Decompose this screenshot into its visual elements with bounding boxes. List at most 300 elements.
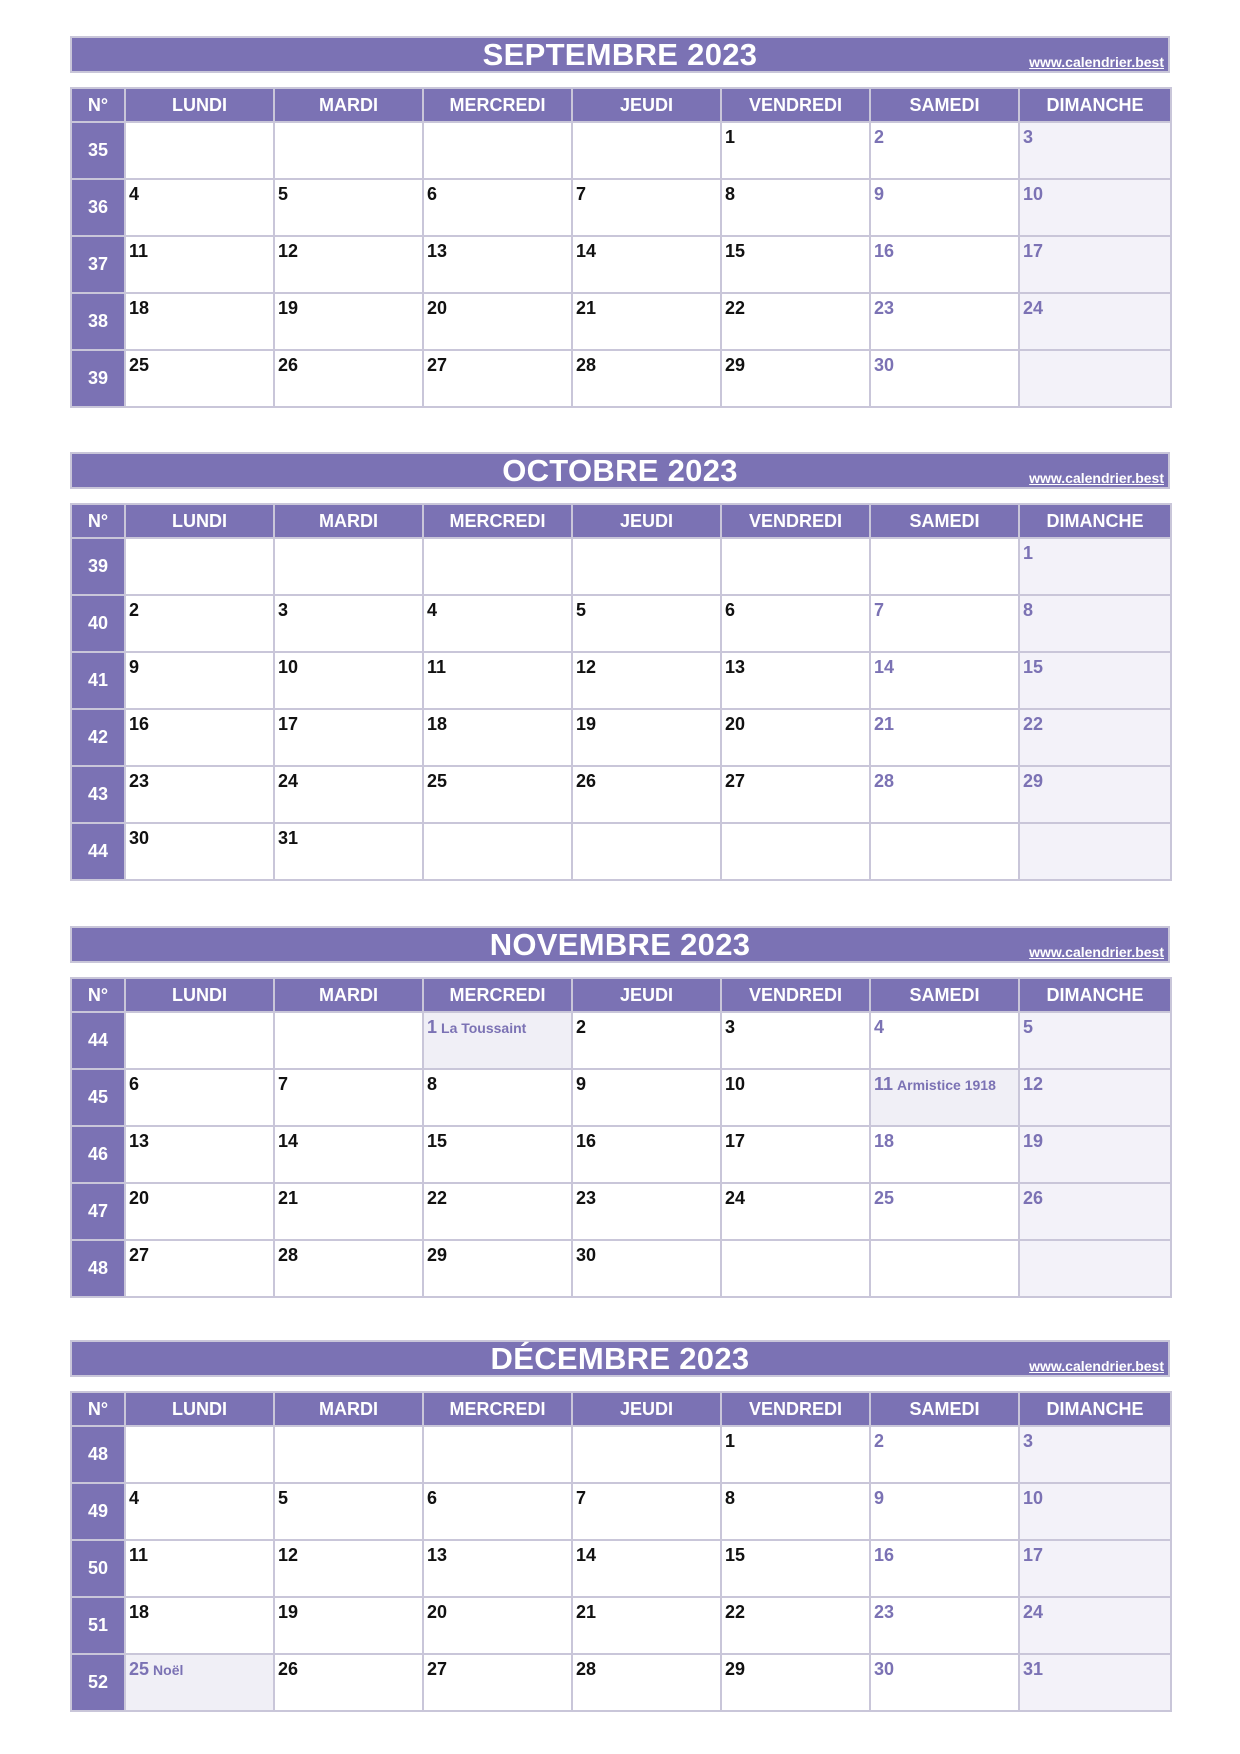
day-number: 21 [874,714,895,734]
day-cell[interactable] [572,1183,721,1240]
week-number-header: N° [71,1392,125,1426]
day-number: 15 [725,241,746,261]
day-number: 12 [278,241,299,261]
day-number: 14 [576,1545,597,1565]
day-cell[interactable] [125,1483,274,1540]
day-cell[interactable] [423,766,572,823]
day-cell[interactable] [1019,1012,1171,1069]
day-cell[interactable] [721,179,870,236]
week-row [71,1654,1171,1711]
day-cell[interactable] [125,293,274,350]
day-number: 15 [427,1131,448,1151]
day-number: 25 [427,771,448,791]
day-cell[interactable] [721,1483,870,1540]
empty-day-cell [423,538,572,595]
day-number: 18 [874,1131,895,1151]
week-number: 36 [71,179,125,236]
empty-day-cell [125,122,274,179]
day-number: 10 [278,657,299,677]
day-cell[interactable] [870,1597,1019,1654]
day-cell[interactable] [423,179,572,236]
month-calendar-table [70,977,1172,1298]
month-block [70,1340,1170,1712]
month-block [70,452,1170,881]
day-cell[interactable] [572,1483,721,1540]
day-cell[interactable] [870,1012,1019,1069]
month-block [70,926,1170,1298]
day-number: 2 [129,600,140,620]
weekday-header: JEUDI [572,88,721,122]
day-cell[interactable] [274,595,423,652]
day-number: 6 [427,184,438,204]
week-row [71,709,1171,766]
day-number: 3 [725,1017,736,1037]
weekday-header: MARDI [274,978,423,1012]
day-number: 3 [1023,127,1034,147]
day-cell[interactable] [1019,1540,1171,1597]
day-number: 16 [874,1545,895,1565]
day-cell[interactable] [274,823,423,880]
day-number: 23 [874,1602,895,1622]
day-cell[interactable] [125,1240,274,1297]
day-number: 2 [874,127,885,147]
day-cell[interactable] [274,1540,423,1597]
day-cell[interactable] [423,652,572,709]
day-cell[interactable] [1019,1126,1171,1183]
day-number: 2 [874,1431,885,1451]
day-cell[interactable] [423,1483,572,1540]
day-cell[interactable] [274,652,423,709]
month-block [70,36,1170,408]
day-cell[interactable] [423,1597,572,1654]
empty-day-cell [721,538,870,595]
day-number: 17 [1023,1545,1044,1565]
day-cell[interactable] [721,1183,870,1240]
week-number: 40 [71,595,125,652]
day-cell[interactable] [125,766,274,823]
day-cell[interactable] [721,293,870,350]
weekday-header: VENDREDI [721,1392,870,1426]
day-number: 5 [278,184,289,204]
week-number: 41 [71,652,125,709]
day-number: 11 Armistice 1918 [874,1074,996,1094]
weekday-header: MERCREDI [423,88,572,122]
week-row [71,122,1171,179]
day-cell[interactable] [1019,709,1171,766]
day-cell[interactable] [274,293,423,350]
weekday-header: LUNDI [125,1392,274,1426]
day-cell[interactable] [572,1240,721,1297]
weekday-header: VENDREDI [721,504,870,538]
day-number: 3 [1023,1431,1034,1451]
empty-day-cell [125,1012,274,1069]
day-number: 25 Noël [129,1659,184,1679]
weekday-header: DIMANCHE [1019,88,1171,122]
day-cell[interactable] [572,293,721,350]
week-number: 51 [71,1597,125,1654]
week-number: 49 [71,1483,125,1540]
empty-day-cell [125,538,274,595]
day-cell[interactable] [721,709,870,766]
empty-day-cell [1019,350,1171,407]
day-number: 7 [278,1074,289,1094]
website-link[interactable]: www.calendrier.best [1029,944,1164,960]
day-number: 29 [725,355,746,375]
day-cell[interactable] [1019,1483,1171,1540]
day-number: 9 [874,184,885,204]
day-number: 11 [129,1545,149,1565]
day-cell[interactable] [274,709,423,766]
month-title: DÉCEMBRE 2023 [490,1341,750,1376]
day-number: 31 [1023,1659,1044,1679]
day-cell[interactable] [721,1126,870,1183]
day-cell[interactable] [125,1069,274,1126]
day-number: 17 [278,714,299,734]
day-cell[interactable] [125,1126,274,1183]
day-cell[interactable] [423,1183,572,1240]
day-number: 26 [278,1659,299,1679]
weekday-header: JEUDI [572,978,721,1012]
day-number: 19 [1023,1131,1044,1151]
day-number: 30 [874,1659,895,1679]
day-number: 4 [129,1488,140,1508]
day-cell[interactable] [572,652,721,709]
week-number: 44 [71,1012,125,1069]
week-row [71,1183,1171,1240]
day-cell[interactable] [572,1597,721,1654]
day-cell[interactable] [572,1012,721,1069]
day-cell[interactable] [125,1597,274,1654]
weekday-header: LUNDI [125,978,274,1012]
day-number: 29 [427,1245,448,1265]
day-cell[interactable] [125,1540,274,1597]
week-row [71,1240,1171,1297]
day-cell[interactable] [423,1240,572,1297]
day-number: 19 [278,298,299,318]
day-cell[interactable] [125,1654,274,1711]
weekday-header: JEUDI [572,504,721,538]
day-cell[interactable] [125,236,274,293]
day-cell[interactable] [721,1540,870,1597]
day-cell[interactable] [572,709,721,766]
day-cell[interactable] [274,1126,423,1183]
weekday-header: MERCREDI [423,1392,572,1426]
month-title: OCTOBRE 2023 [502,453,738,488]
week-number-header: N° [71,504,125,538]
empty-day-cell [870,823,1019,880]
weekday-header: JEUDI [572,1392,721,1426]
weekday-header-row [71,504,1171,538]
weekday-header: DIMANCHE [1019,978,1171,1012]
day-number: 16 [874,241,895,261]
day-number: 6 [427,1488,438,1508]
day-cell[interactable] [1019,595,1171,652]
day-number: 6 [725,600,736,620]
day-number: 12 [1023,1074,1044,1094]
day-number: 24 [278,771,299,791]
week-number: 39 [71,538,125,595]
day-number: 28 [874,771,895,791]
day-cell[interactable] [1019,766,1171,823]
day-number: 4 [427,600,438,620]
day-cell[interactable] [423,350,572,407]
day-cell[interactable] [1019,652,1171,709]
empty-day-cell [125,1426,274,1483]
day-cell[interactable] [870,595,1019,652]
day-cell[interactable] [423,293,572,350]
holiday-name: Noël [153,1662,184,1678]
day-cell[interactable] [125,350,274,407]
day-cell[interactable] [1019,122,1171,179]
week-row [71,350,1171,407]
empty-day-cell [274,1426,423,1483]
week-number: 38 [71,293,125,350]
day-number: 15 [725,1545,746,1565]
day-number: 1 [725,127,736,147]
day-cell[interactable] [572,1654,721,1711]
day-number: 18 [129,298,150,318]
website-link[interactable]: www.calendrier.best [1029,470,1164,486]
empty-day-cell [1019,823,1171,880]
day-number: 11 [129,241,149,261]
day-cell[interactable] [274,1597,423,1654]
day-cell[interactable] [721,595,870,652]
day-number: 29 [1023,771,1044,791]
day-cell[interactable] [721,1597,870,1654]
empty-day-cell [274,122,423,179]
day-number: 7 [874,600,885,620]
week-number-header: N° [71,978,125,1012]
day-cell[interactable] [1019,1426,1171,1483]
day-number: 21 [576,298,597,318]
day-cell[interactable] [870,179,1019,236]
week-number: 48 [71,1426,125,1483]
empty-day-cell [274,538,423,595]
weekday-header-row [71,88,1171,122]
day-cell[interactable] [125,1183,274,1240]
week-number: 42 [71,709,125,766]
day-cell[interactable] [870,350,1019,407]
day-number: 25 [874,1188,895,1208]
day-cell[interactable] [125,652,274,709]
empty-day-cell [870,1240,1019,1297]
week-row [71,1597,1171,1654]
day-number: 26 [278,355,299,375]
day-number: 9 [129,657,140,677]
day-number: 10 [1023,184,1044,204]
day-cell[interactable] [1019,1069,1171,1126]
day-cell[interactable] [870,1483,1019,1540]
day-number: 5 [278,1488,289,1508]
day-cell[interactable] [870,709,1019,766]
day-cell[interactable] [423,1126,572,1183]
day-cell[interactable] [125,595,274,652]
month-banner [70,36,1170,73]
day-cell[interactable] [1019,293,1171,350]
day-cell[interactable] [1019,179,1171,236]
week-number: 52 [71,1654,125,1711]
day-cell[interactable] [870,652,1019,709]
day-cell[interactable] [423,595,572,652]
day-cell[interactable] [870,1426,1019,1483]
week-row [71,293,1171,350]
day-number: 3 [278,600,289,620]
day-number: 24 [725,1188,746,1208]
day-number: 10 [725,1074,746,1094]
day-number: 19 [576,714,597,734]
day-number: 23 [576,1188,597,1208]
day-cell[interactable] [274,1069,423,1126]
week-number: 37 [71,236,125,293]
day-cell[interactable] [423,236,572,293]
week-number: 43 [71,766,125,823]
week-number: 35 [71,122,125,179]
day-cell[interactable] [274,236,423,293]
day-cell[interactable] [274,1240,423,1297]
day-number: 26 [1023,1188,1044,1208]
day-cell[interactable] [721,1012,870,1069]
day-cell[interactable] [870,1540,1019,1597]
day-number: 5 [576,600,587,620]
weekday-header: SAMEDI [870,88,1019,122]
day-cell[interactable] [572,236,721,293]
day-cell[interactable] [572,1069,721,1126]
day-number: 30 [874,355,895,375]
day-number: 1 La Toussaint [427,1017,527,1037]
week-number: 47 [71,1183,125,1240]
weekday-header: MARDI [274,88,423,122]
month-banner [70,452,1170,489]
day-cell[interactable] [572,1540,721,1597]
day-number: 20 [427,298,448,318]
day-cell[interactable] [721,122,870,179]
week-row [71,595,1171,652]
day-cell[interactable] [572,766,721,823]
day-number: 30 [576,1245,597,1265]
day-cell[interactable] [125,179,274,236]
day-cell[interactable] [721,1426,870,1483]
empty-day-cell [423,1426,572,1483]
day-number: 1 [1023,543,1034,563]
day-number: 6 [129,1074,140,1094]
empty-day-cell [870,538,1019,595]
website-link[interactable]: www.calendrier.best [1029,54,1164,70]
day-cell[interactable] [1019,1183,1171,1240]
weekday-header: VENDREDI [721,978,870,1012]
day-cell[interactable] [870,1654,1019,1711]
day-cell[interactable] [572,595,721,652]
day-cell[interactable] [721,652,870,709]
day-number: 24 [1023,1602,1044,1622]
day-number: 27 [129,1245,150,1265]
weekday-header: DIMANCHE [1019,1392,1171,1426]
week-row [71,1426,1171,1483]
day-cell[interactable] [721,1654,870,1711]
day-number: 18 [427,714,448,734]
day-number: 29 [725,1659,746,1679]
day-cell[interactable] [423,1540,572,1597]
day-number: 14 [576,241,597,261]
day-cell[interactable] [572,1126,721,1183]
weekday-header: MARDI [274,504,423,538]
day-cell[interactable] [870,236,1019,293]
empty-day-cell [1019,1240,1171,1297]
day-number: 22 [427,1188,448,1208]
day-cell[interactable] [423,1012,572,1069]
day-number: 9 [576,1074,587,1094]
day-number: 4 [874,1017,885,1037]
day-cell[interactable] [274,766,423,823]
day-number: 8 [725,184,736,204]
week-number: 44 [71,823,125,880]
day-cell[interactable] [721,350,870,407]
day-cell[interactable] [870,1183,1019,1240]
website-link[interactable]: www.calendrier.best [1029,1358,1164,1374]
day-cell[interactable] [870,766,1019,823]
day-cell[interactable] [721,766,870,823]
day-number: 22 [1023,714,1044,734]
day-cell[interactable] [572,179,721,236]
day-cell[interactable] [870,1126,1019,1183]
empty-day-cell [423,823,572,880]
day-cell[interactable] [870,1069,1019,1126]
month-banner [70,926,1170,963]
month-calendar-table [70,87,1172,408]
day-cell[interactable] [274,350,423,407]
day-number: 16 [576,1131,597,1151]
day-cell[interactable] [274,179,423,236]
day-cell[interactable] [721,1069,870,1126]
month-calendar-table [70,503,1172,881]
day-number: 10 [1023,1488,1044,1508]
empty-day-cell [423,122,572,179]
day-number: 31 [278,828,299,848]
day-cell[interactable] [423,1654,572,1711]
week-row [71,179,1171,236]
week-row [71,1540,1171,1597]
day-cell[interactable] [274,1183,423,1240]
day-cell[interactable] [423,1069,572,1126]
day-cell[interactable] [1019,1597,1171,1654]
month-title: NOVEMBRE 2023 [489,927,751,962]
day-cell[interactable] [870,293,1019,350]
day-cell[interactable] [125,823,274,880]
empty-day-cell [721,1240,870,1297]
day-cell[interactable] [870,122,1019,179]
day-cell[interactable] [423,709,572,766]
day-cell[interactable] [274,1483,423,1540]
week-number-header: N° [71,88,125,122]
week-row [71,1126,1171,1183]
day-number: 24 [1023,298,1044,318]
day-cell[interactable] [274,1654,423,1711]
week-row [71,236,1171,293]
day-cell[interactable] [572,350,721,407]
day-cell[interactable] [721,236,870,293]
day-number: 22 [725,1602,746,1622]
day-number: 8 [725,1488,736,1508]
day-number: 27 [427,1659,448,1679]
day-number: 21 [576,1602,597,1622]
week-number: 39 [71,350,125,407]
month-calendar-table [70,1391,1172,1712]
day-cell[interactable] [1019,1654,1171,1711]
day-number: 27 [725,771,746,791]
day-cell[interactable] [125,709,274,766]
day-cell[interactable] [1019,236,1171,293]
day-cell[interactable] [1019,538,1171,595]
day-number: 13 [427,1545,448,1565]
